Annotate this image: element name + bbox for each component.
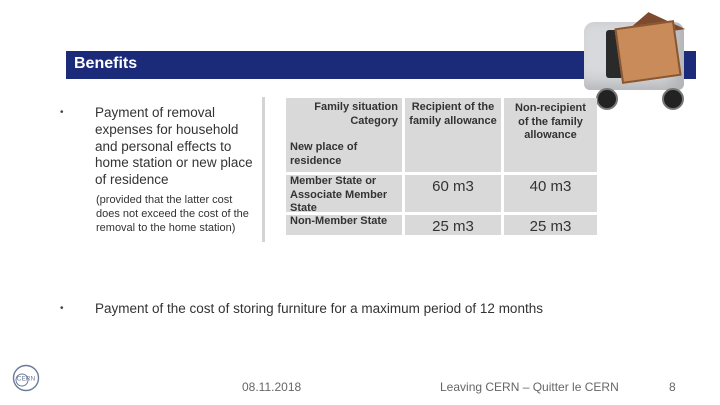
row2-recipient-value: 25 m3 xyxy=(405,215,501,235)
page-number: 8 xyxy=(669,380,676,394)
row-label-non-member-state: Non-Member State xyxy=(286,215,402,235)
family-situation-label: Family situation Category xyxy=(314,101,398,127)
truck-wheel xyxy=(662,88,684,110)
cern-logo-text: CERN xyxy=(16,375,36,383)
truck-wheel xyxy=(596,88,618,110)
footer-date: 08.11.2018 xyxy=(242,380,302,394)
table-header-non-recipient: Non-recipient of the family allowance xyxy=(504,98,597,172)
slide-title: Benefits xyxy=(74,55,138,72)
footer-title: Leaving CERN – Quitter le CERN xyxy=(440,380,619,394)
removal-proviso-note: (provided that the latter cost does not exceed the cost of the removal to the home station) xyxy=(96,194,249,235)
row-label-member-state: Member State or Associate Member State xyxy=(286,175,402,212)
row1-recipient-value: 60 m3 xyxy=(405,175,501,212)
row1-non-recipient-value: 40 m3 xyxy=(504,175,597,212)
vertical-divider xyxy=(262,97,265,242)
row2-non-recipient-value: 25 m3 xyxy=(504,215,597,235)
new-place-label: New place of residence xyxy=(290,141,358,167)
storage-cost-text: Payment of the cost of storing furniture for a maximum period of 12 months xyxy=(95,301,543,316)
bullet-marker: • xyxy=(60,303,64,314)
table-header-recipient: Recipient of the family allowance xyxy=(405,98,501,172)
removal-expenses-text: Payment of removal expenses for household and personal effects to home station or new place of residence xyxy=(95,105,253,188)
moving-truck-illustration xyxy=(566,12,706,110)
cern-logo-icon xyxy=(12,364,40,392)
house-icon xyxy=(614,20,681,84)
table-header-category xyxy=(286,98,402,172)
bullet-marker: • xyxy=(60,107,64,118)
